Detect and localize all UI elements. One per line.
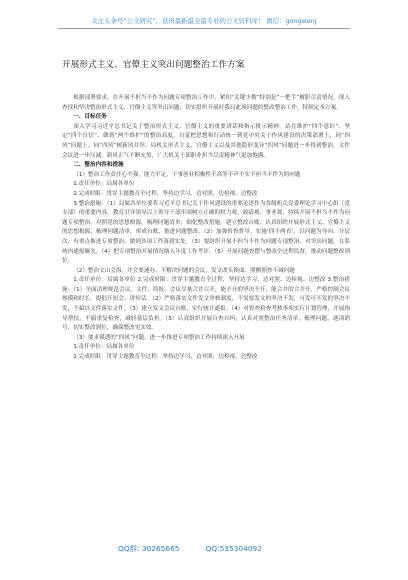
paragraph: （2）整治文山会海，开会要速办、不解决问题的会议，发文改头换面、照搬照抄不减问题	[73, 267, 295, 274]
paragraph: （3）要求摸透的“四风”问题，进一步推进专项整治工作持续深入开展	[73, 334, 245, 341]
footer-qq-group: QQ群: 30265665	[118, 544, 180, 553]
paragraph: 根据部署要求，在开展不担当不作为问题专项整治工作中，紧扣“关键少数”特别是“一把手”履职尽责情况，深入查找和坚决整治形式主义、官僚主义等突出问题，切实组织开展好我局此项问题的整改整治工作，特制定本方案。	[62, 95, 350, 111]
paragraph: 2.完成时限：贯穿主题教育全过程，坚持边学习、边对照、边检视、边整改	[73, 354, 258, 361]
paragraph: 3.整治措施：（1）局属各单位要将习近平总书记关于作风建设的重要论述作为各级机关党委理论学习中心组（党支部）的重要内容，教育引导领导以上领导干部牢固树立正确的权力观、政绩观、事业观，持续开展不担当不作为问题专项整治，对照党的思想根源，梳理问题清单，细化整改措施，建立整改台账，认真组织开展形式主义、官僚主义的思想根源，梳理问题清单，形成台账，推进问题整改。（2）加强督查督导，实施‘四不两直’、以问题为导向、分层次、有重点推进专项整治，做到各项工作落到实处。（3）要组织开展不担当不作为问题专项整治，对突出问题，在系统内通报曝光。（4）把专项整治开展情况纳入年度工作考评。（5）开展问题查摆与整改全过程监督，推动问题整改到位。	[62, 200, 350, 265]
paragraph: 深入学习习近平总书记关于整治形式主义、官僚主义的重要讲话和指示批示精神，站在维护“四个意识”、坚定“四个自信”、做到“两个维护”的整治高度，自觉把思想和行动统一到党中央关于作风建设的决策部署上，同“四风”问题上，同“四风”树新风并举、局机关形式主义、官僚主义以及其他隐形变异“四风”问题进一步得到整治，文件会议进一步压减，新风正气不断充盈，广大机关干部职业担当尽责精神气更加饱满。	[62, 123, 350, 159]
section-heading: 一、目标任务	[73, 114, 107, 121]
paragraph: 1.责任单位：局属各单位	[73, 344, 135, 351]
document-body	[62, 94, 350, 534]
document-title: 开展形式主义、官僚主义突出问题整治工作方案	[62, 60, 245, 70]
paragraph: 2.完成时限：贯穿主题教育全过程，坚持边学习、边对照、边检视、边整改	[73, 190, 258, 197]
paragraph: （1）整治工作责任心不强，能力不足，干事创业积极性不高等不声不实不担当不作为的问题	[73, 171, 301, 178]
paragraph: 1.责任单位：局属各单位 2.完成时限：贯穿主题教育全过程，坚持边学习、边对照、边检视、边整改 3.整治措施：（1）全面清理规范会议、文件、简报，会议尽量合并召开，能不开的坚决不开，能合并的合并开，严格控制会议规模和时长，提倡开短会、讲短话。（2）严格落实文件发文审核制度，不需要发文的坚决不发，可发可不发的坚决不发，不搞以文件落实文件。（3）建立发文会议台账，实行统计通报。（4）对督查检查考核事项实行计划管理，开展指导帮扶，不搞重复检查，减轻基层负担。（5）认真组织开展自查自纠，认真对照整治任务清单，梳理问题、逐项销号，切实整改到位，确保整改见实效。	[62, 277, 350, 332]
paragraph: 1.责任单位：局属各单位	[73, 181, 135, 188]
footer-contact	[118, 542, 298, 556]
header-banner: 关注头条号“公文研究”，获得最新最全最专业的公文资料库！ 微信：gongwenj	[58, 14, 350, 29]
section-heading: 二、整治内容和措施	[73, 162, 124, 169]
footer-qq: QQ:535304092	[205, 544, 262, 553]
